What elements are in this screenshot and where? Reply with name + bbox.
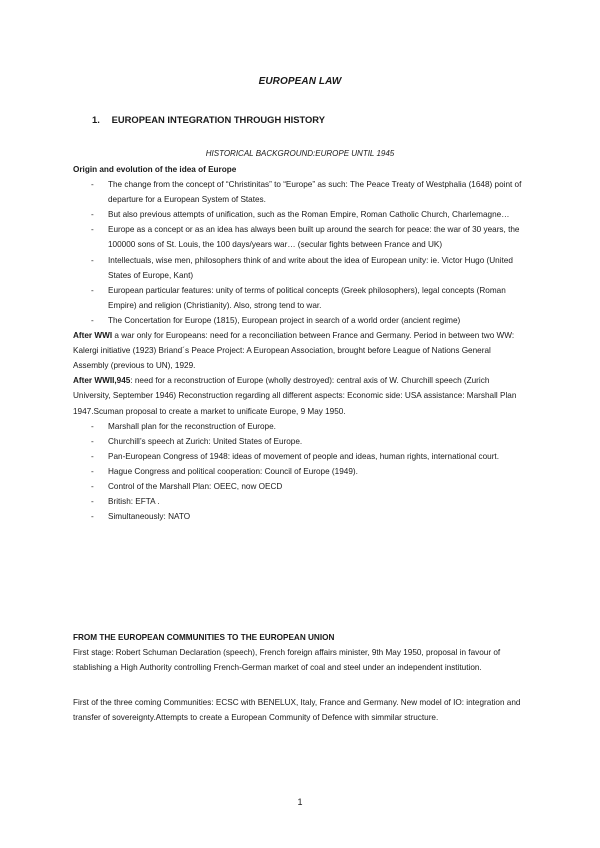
- list-item: - Control of the Marshall Plan: OEEC, now OECD: [73, 479, 523, 494]
- list-item: - Marshall plan for the reconstruction of Europe.: [73, 419, 523, 434]
- section-2-heading: FROM THE EUROPEAN COMMUNITIES TO THE EUROPEAN UNION: [73, 633, 335, 642]
- list-item: - The change from the concept of “Christinitas” to “Europe” as such: The Peace Treaty of Westphalia (1648) point of departure for a European System of States.: [73, 177, 523, 207]
- list-item: - British: EFTA .: [73, 494, 523, 509]
- list-item: - Hague Congress and political cooperation: Council of Europe (1949).: [73, 464, 523, 479]
- section-number: 1.: [92, 114, 100, 125]
- after-wwi-paragraph: [73, 328, 523, 373]
- section-2-paragraph-2: First of the three coming Communities: ECSC with BENELUX, Italy, France and Germany. New model of IO: integration and transfer of sovereignty.Attempts to create a European Community of Defence with simmilar structure.: [73, 698, 521, 723]
- list-item: - Simultaneously: NATO: [73, 509, 523, 524]
- subheading: HISTORICAL BACKGROUND:EUROPE UNTIL 1945: [205, 149, 395, 158]
- page-number: 1: [297, 797, 303, 807]
- origin-list: [73, 177, 523, 328]
- after-wwi-label: After WWI: [73, 331, 113, 341]
- after-wwii-label: After WWII,945: [73, 376, 131, 386]
- list-item: - European particular features: unity of terms of political concepts (Greek philosophers), legal concepts (Roman Empire) and religion (Christianity). Also, strong tend to war.: [73, 283, 523, 313]
- post-war-list: [73, 419, 523, 525]
- list-item: - Intellectuals, wise men, philosophers think of and write about the idea of European unity: ie. Victor Hugo (United States of Europe, Kant): [73, 253, 523, 283]
- after-wwii-text: : need for a reconstruction of Europe (wholly destroyed): central axis of W. Churchill speech (Zurich University, September 1946) Reconstruction regarding all different aspects: Economic side: USA assistance: Marshall Plan 1947.Scuman proposal to create a market to unificate Europe, 9 May 1950.: [73, 376, 517, 416]
- section-1-heading: [92, 114, 325, 125]
- list-item: - But also previous attempts of unification, such as the Roman Empire, Roman Catholic Church, Charlemagne…: [73, 207, 523, 222]
- document-title: EUROPEAN LAW: [258, 76, 342, 87]
- list-item: - Europe as a concept or as an idea has always been built up around the search for peace: the war of 30 years, the 100000 sons of St. Louis, the 100 days/years war… (secular fights between France and UK): [73, 222, 523, 252]
- list-item: - Pan-European Congress of 1948: ideas of movement of people and ideas, human rights, international court.: [73, 449, 523, 464]
- after-wwi-text: a war only for Europeans: need for a reconciliation between France and Germany. Period in between two WW: Kalergi initiative (1923) Briand´s Peace Project: A European Association, brought before League of Nations General Assembly (previous to UN), 1929.: [73, 331, 515, 371]
- section-title: EUROPEAN INTEGRATION THROUGH HISTORY: [111, 114, 325, 125]
- origin-heading: Origin and evolution of the idea of Europe: [73, 165, 237, 174]
- list-item: - Churchill’s speech at Zurich: United States of Europe.: [73, 434, 523, 449]
- after-wwii-paragraph: [73, 373, 523, 418]
- section-2-paragraph-1: First stage: Robert Schuman Declaration (speech), French foreign affairs minister, 9th May 1950, proposal in favour of stablishing a High Authority controlling French-German market of coal and steel under an independent institution.: [73, 648, 501, 673]
- list-item: - The Concertation for Europe (1815), European project in search of a world order (ancient regime): [73, 313, 523, 328]
- body-section-1: [73, 162, 523, 524]
- body-section-2: [73, 630, 523, 725]
